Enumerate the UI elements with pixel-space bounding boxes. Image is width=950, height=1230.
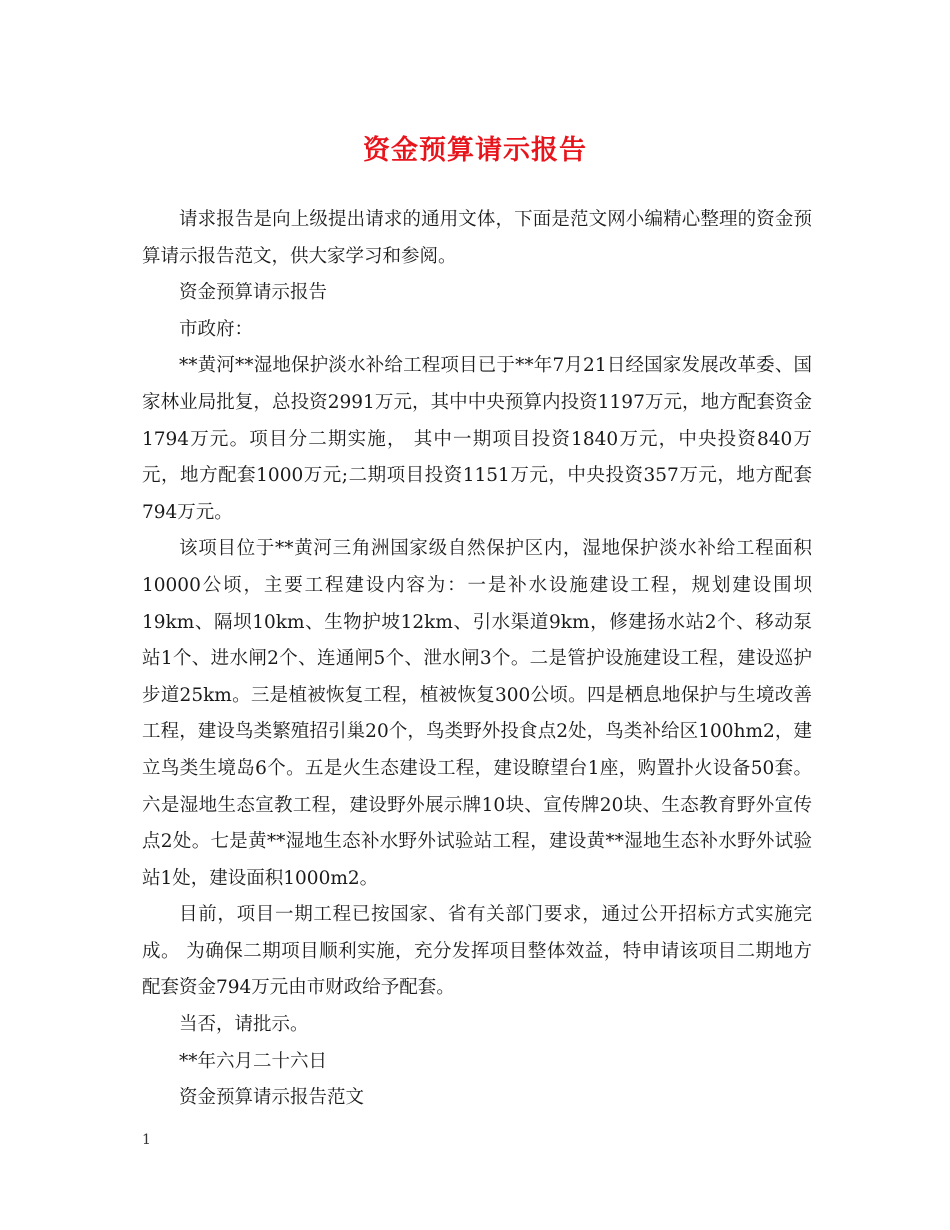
document-title: 资金预算请示报告 [363, 135, 587, 166]
document-body [142, 202, 812, 1117]
paragraph-project-content: 该项目位于**黄河三角洲国家级自然保护区内，湿地保护淡水补给工程面积10000公顷，主要工程建设内容为：一是补水设施建设工程，规划建设围坝19km、隔坝10km、生物护坡12km、引水渠道9km，修建扬水站2个、移动泵站1个、进水闸2个、连通闸5个、泄水闸3个。二是管护设施建设工程，建设巡护步道25km。三是植被恢复工程，植被恢复300公顷。四是栖息地保护与生境改善工程，建设鸟类繁殖招引巢20个，鸟类野外投食点2处，鸟类补给区100hm2，建立鸟类生境岛6个。五是火生态建设工程，建设瞭望台1座，购置扑火设备50套。六是湿地生态宣教工程，建设野外展示牌10块、宣传牌20块、生态教育野外宣传点2处。七是黄**湿地生态补水野外试验站工程，建设黄**湿地生态补水野外试验站1处，建设面积1000m2。 [142, 538, 812, 889]
paragraph-date: **年六月二十六日 [179, 1050, 328, 1072]
paragraph-intro: 请求报告是向上级提出请求的通用文体，下面是范文网小编精心整理的资金预算请示报告范文，供大家学习和参阅。 [142, 209, 812, 267]
paragraph-closing: 当否，请批示。 [179, 1014, 309, 1036]
paragraph-addressee: 市政府： [179, 318, 254, 340]
paragraph-funding-request: 目前，项目一期工程已按国家、省有关部门要求，通过公开招标方式实施完成。 为确保二期项目顺利实施，充分发挥项目整体效益，特申请该项目二期地方配套资金794万元由市财政给予配套。 [142, 904, 812, 999]
page-number: 1 [142, 1132, 151, 1148]
paragraph-project-approval: **黄河**湿地保护淡水补给工程项目已于**年7月21日经国家发展改革委、国家林业局批复，总投资2991万元，其中中央预算内投资1197万元，地方配套资金1794万元。项目分二期实施， 其中一期项目投资1840万元，中央投资840万元，地方配套1000万元;二期项目投资1151万元，中央投资357万元，地方配套794万元。 [142, 355, 812, 523]
paragraph-report-heading: 资金预算请示报告 [179, 282, 328, 304]
paragraph-sample-heading: 资金预算请示报告范文 [179, 1087, 365, 1109]
